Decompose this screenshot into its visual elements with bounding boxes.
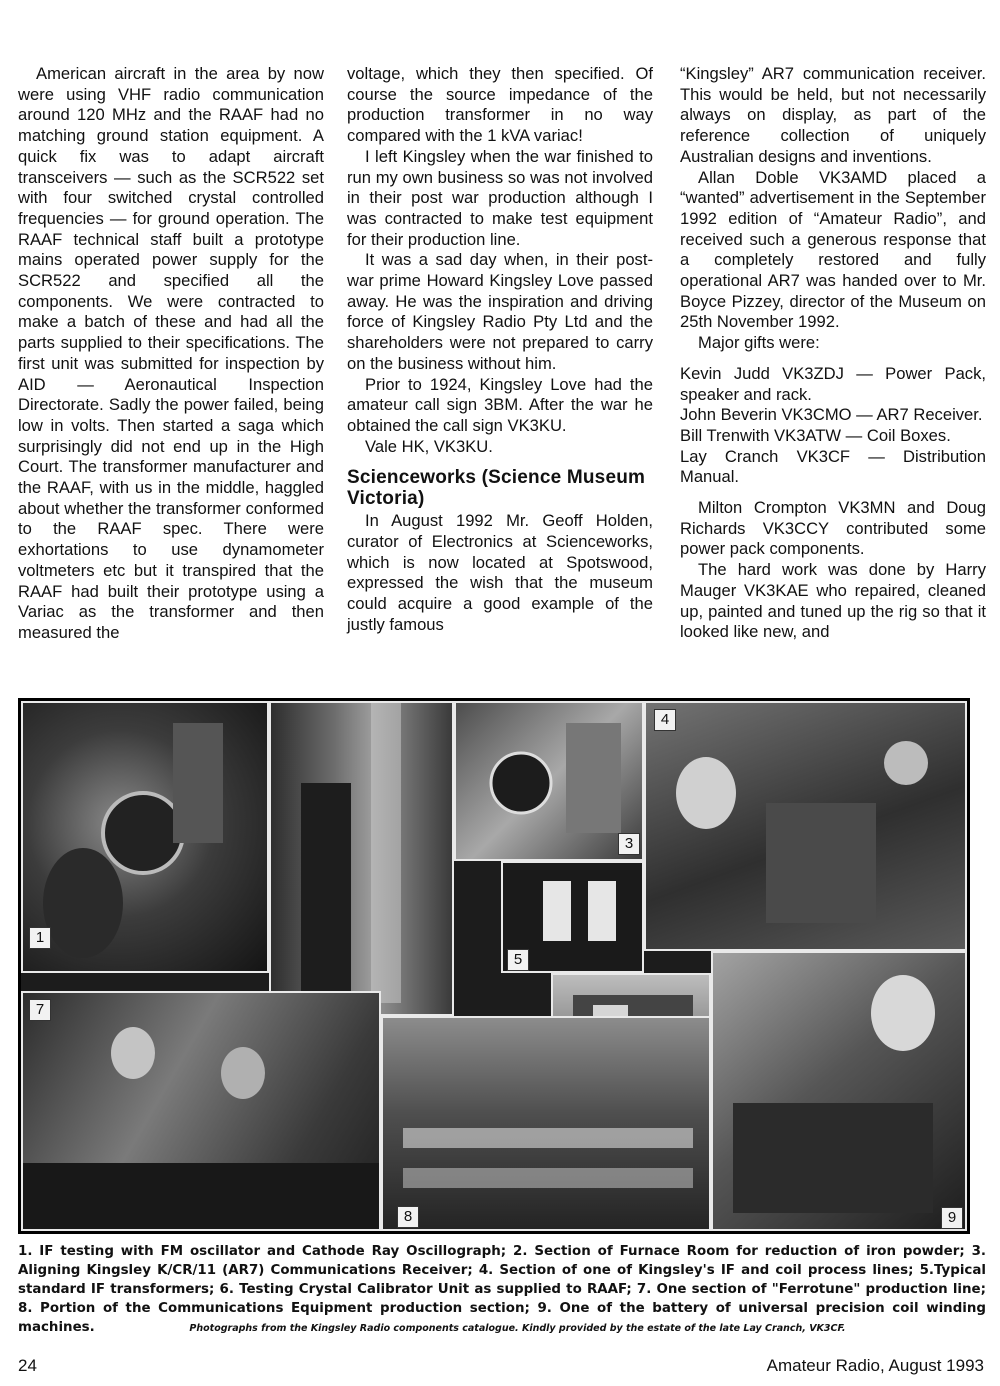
paragraph: The hard work was done by Harry Mauger VK3KAE who repaired, cleaned up, painted and tuned up the rig so that it looked like new, and — [680, 560, 986, 642]
paragraph: American aircraft in the area by now were using VHF radio communication around 120 MHz and the RAAF had no matching ground station equipment. A quick fix was to adapt aircraft transceivers — such as the SCR522 set with four switched crystal controlled frequencies — for ground operation. The RAAF technical staff built a prototype mains operated power supply for the SCR522 and specified all the components. We were contracted to make a batch of these and had all the parts supplied to their specifications. The first unit was submitted for inspection by AID — Aeronautical Inspection Directorate. Sadly the power failed, being low in volts. Then started a saga which surprisingly did not end up in the High Court. The transformer manufacturer and the RAAF, with us in the middle, haggled about whether the transformer conformed to the RAAF spec. There were exhortations to use dynamometer voltmeters etc but it transpired that the RAAF had built their prototype using a Variac as the transformer and then measured the — [18, 64, 324, 642]
oscillograph-illustration — [23, 703, 269, 973]
paragraph: Vale HK, VK3KU. — [365, 436, 493, 456]
photo-panel-2 — [269, 701, 454, 1016]
paragraph: It was a sad day when, in their post-war prime Howard Kingsley Love passed away. He was the inspiration and driving force of Kingsley Radio Pty Ltd and the shareholders were not prepared to carry on the business without him. — [347, 250, 653, 373]
paragraph: Milton Crompton VK3MN and Doug Richards VK3CCY contributed some power pack components. — [680, 498, 986, 559]
paragraph: “Kingsley” AR7 communication receiver. This would be held, but not necessarily always on display, as part of the reference collection of uniquely Australian designs and inventions. — [680, 64, 986, 166]
ferrotune-line-illustration — [23, 993, 381, 1231]
gift-item: Bill Trenwith VK3ATW — Coil Boxes. — [680, 425, 951, 445]
caption-text: 1. IF testing with FM oscillator and Cathode Ray Oscillograph; 2. Section of Furnace Room for reduction of iron powder; 3. Aligning Kingsley K/CR/11 (AR7) Communications Receiver; 4. Section of one of Kingsley's IF and coil process lines; 5.Typical standard IF transformers; 6. Testing Crystal Calibrator Unit as supplied to RAAF; 7. One section of "Ferrotune" production line; 8. Portion of the Communications Equipment production section; 9. One of the battery of universal precision coil winding machines. — [18, 1244, 986, 1335]
paragraph: voltage, which they then specified. Of course the source impedance of the production transformer in no way compared with the 1 kVA variac! — [347, 64, 653, 146]
paragraph: Major gifts were: — [698, 333, 820, 353]
paragraph: I left Kingsley when the war finished to run my own business so was not involved in their post war production although I was contracted to make test equipment for their production line. — [347, 146, 653, 249]
gift-item: John Beverin VK3CMO — AR7 Receiver. — [680, 405, 983, 425]
photo-caption — [18, 1242, 986, 1338]
photo-number-4: 4 — [654, 709, 676, 731]
paragraph: Prior to 1924, Kingsley Love had the amateur call sign 3BM. After the war he obtained the call sign VK3KU. — [347, 374, 653, 435]
photo-panel-4 — [644, 701, 967, 951]
text-column-1 — [18, 64, 324, 644]
paragraph: Allan Doble VK3AMD placed a “wanted” advertisement in the September 1992 edition of “Amateur Radio”, and received such a generous response that a completely restored and fully operational AR7 was handed over to Mr. Boyce Pizzey, director of the Museum on 25th November 1992. — [680, 167, 986, 332]
text-column-2 — [347, 64, 653, 636]
gift-item: Kevin Judd VK3ZDJ — Power Pack, speaker and rack. — [680, 363, 986, 404]
section-heading: Scienceworks (Science Museum Victoria) — [347, 467, 646, 510]
photo-panel-7 — [21, 991, 381, 1231]
photo-panel-8 — [381, 1016, 711, 1231]
production-section-illustration — [383, 1018, 711, 1231]
photo-number-8: 8 — [397, 1206, 419, 1228]
photo-panel-9 — [711, 951, 967, 1231]
photo-panel-5 — [501, 861, 644, 973]
photo-number-7: 7 — [29, 999, 51, 1021]
text-column-3 — [680, 64, 986, 643]
receiver-illustration — [456, 703, 644, 861]
photo-number-3: 3 — [618, 833, 640, 855]
coil-winding-illustration — [713, 953, 967, 1231]
process-line-illustration — [646, 703, 967, 951]
furnace-illustration — [271, 703, 454, 1016]
photo-collage — [18, 698, 970, 1234]
photo-panel-3 — [454, 701, 644, 861]
publication-footer: Amateur Radio, August 1993 — [766, 1356, 984, 1375]
page-number: 24 — [18, 1356, 37, 1375]
gift-item: Lay Cranch VK3CF — Distribution Manual. — [680, 446, 986, 487]
photo-number-9: 9 — [941, 1207, 963, 1229]
photo-panel-1 — [21, 701, 269, 973]
photo-number-5: 5 — [507, 949, 529, 971]
paragraph: In August 1992 Mr. Geoff Holden, curator of Electronics at Scienceworks, which is now located at Spotswood, expressed the wish that the museum could acquire a good example of the justly famous — [347, 511, 653, 634]
photo-credit: Photographs from the Kingsley Radio components catalogue. Kindly provided by the estate of the late Lay Cranch, VK3CF. — [189, 1323, 846, 1334]
photo-number-1: 1 — [29, 927, 51, 949]
